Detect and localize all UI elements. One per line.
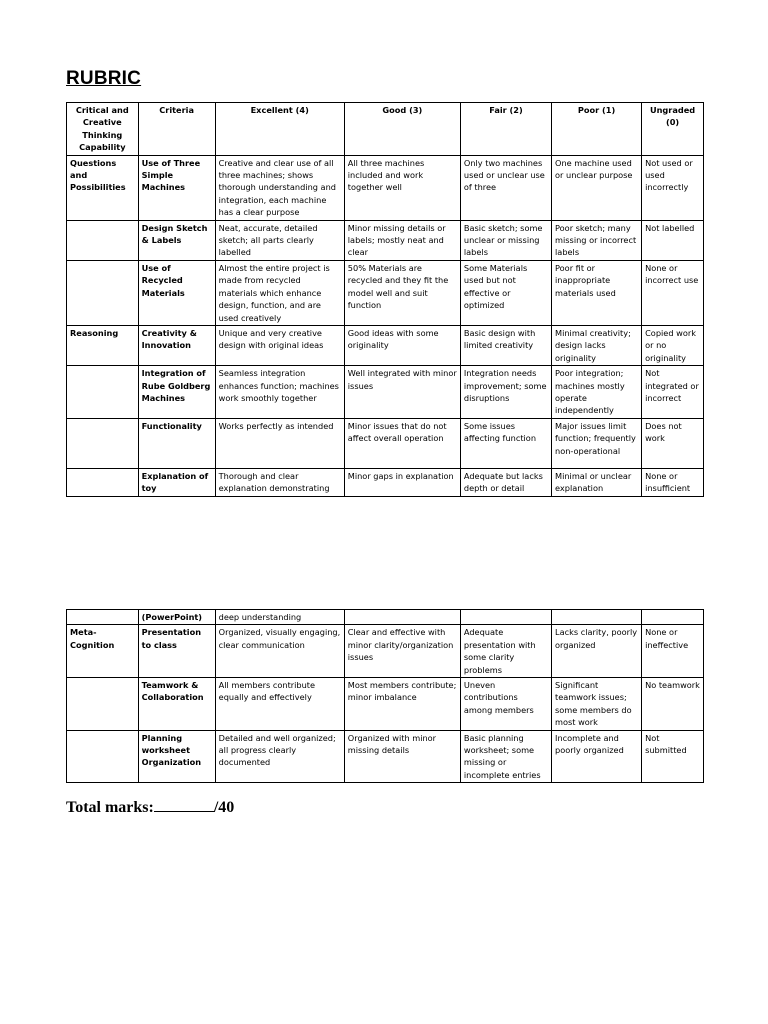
good-cell: Good ideas with some originality: [344, 325, 460, 365]
criteria-cell: Design Sketch & Labels: [138, 220, 215, 260]
total-marks: [66, 797, 234, 817]
table-header-row: [67, 103, 704, 156]
ungraded-cell: Not labelled: [642, 220, 704, 260]
category-cell: [67, 610, 139, 625]
table-row: [67, 625, 704, 678]
poor-cell: Poor fit or inappropriate materials used: [552, 260, 642, 325]
total-marks-label: Total marks:: [66, 799, 154, 816]
criteria-cell: Functionality: [138, 418, 215, 468]
good-cell: Clear and effective with minor clarity/organization issues: [344, 625, 460, 678]
rubric-table: [66, 102, 704, 497]
poor-cell: One machine used or unclear purpose: [552, 155, 642, 220]
fair-cell: Basic design with limited creativity: [460, 325, 551, 365]
poor-cell: Poor sketch; many missing or incorrect labels: [552, 220, 642, 260]
table-row: [67, 468, 704, 496]
poor-cell: Significant teamwork issues; some members do most work: [552, 678, 642, 731]
poor-cell: [552, 610, 642, 625]
header-ungraded: Ungraded (0): [642, 103, 704, 156]
excellent-cell: Works perfectly as intended: [215, 418, 344, 468]
table-row: [67, 325, 704, 365]
table-row: [67, 260, 704, 325]
fair-cell: Basic planning worksheet; some missing or incomplete entries: [460, 730, 551, 783]
table-row: [67, 155, 704, 220]
ungraded-cell: Not integrated or incorrect: [642, 366, 704, 419]
category-cell: [67, 366, 139, 419]
ungraded-cell: None or incorrect use: [642, 260, 704, 325]
fair-cell: Some issues affecting function: [460, 418, 551, 468]
good-cell: Most members contribute; minor imbalance: [344, 678, 460, 731]
ungraded-cell: Not submitted: [642, 730, 704, 783]
ungraded-cell: None or insufficient: [642, 468, 704, 496]
criteria-cell: Use of Three Simple Machines: [138, 155, 215, 220]
excellent-cell: Creative and clear use of all three machines; shows thorough understanding and integration, each machine has a clear purpose: [215, 155, 344, 220]
fair-cell: Some Materials used but not effective or optimized: [460, 260, 551, 325]
ungraded-cell: Copied work or no originality: [642, 325, 704, 365]
ungraded-cell: [642, 610, 704, 625]
table-row: [67, 678, 704, 731]
fair-cell: Integration needs improvement; some disruptions: [460, 366, 551, 419]
category-cell: [67, 678, 139, 731]
fair-cell: Uneven contributions among members: [460, 678, 551, 731]
poor-cell: Lacks clarity, poorly organized: [552, 625, 642, 678]
excellent-cell: Neat, accurate, detailed sketch; all parts clearly labelled: [215, 220, 344, 260]
total-marks-blank: [154, 797, 214, 812]
excellent-cell: Almost the entire project is made from recycled materials which enhance design, function, and are used creatively: [215, 260, 344, 325]
criteria-cell: Integration of Rube Goldberg Machines: [138, 366, 215, 419]
header-fair: Fair (2): [460, 103, 551, 156]
ungraded-cell: Does not work: [642, 418, 704, 468]
good-cell: Minor gaps in explanation: [344, 468, 460, 496]
category-cell: [67, 418, 139, 468]
table-row: [67, 366, 704, 419]
table-row: [67, 220, 704, 260]
header-poor: Poor (1): [552, 103, 642, 156]
poor-cell: Minimal or unclear explanation: [552, 468, 642, 496]
header-excellent: Excellent (4): [215, 103, 344, 156]
excellent-cell: Organized, visually engaging, clear communication: [215, 625, 344, 678]
excellent-cell: Detailed and well organized; all progress clearly documented: [215, 730, 344, 783]
criteria-cell: Use of Recycled Materials: [138, 260, 215, 325]
table-row: [67, 418, 704, 468]
poor-cell: Major issues limit function; frequently non-operational: [552, 418, 642, 468]
excellent-cell: Thorough and clear explanation demonstrating: [215, 468, 344, 496]
fair-cell: Only two machines used or unclear use of three: [460, 155, 551, 220]
header-capability: Critical and Creative Thinking Capability: [67, 103, 139, 156]
good-cell: Minor issues that do not affect overall operation: [344, 418, 460, 468]
category-cell: Questions and Possibilities: [67, 155, 139, 220]
total-marks-suffix: /40: [213, 799, 235, 816]
ungraded-cell: No teamwork: [642, 678, 704, 731]
fair-cell: Basic sketch; some unclear or missing labels: [460, 220, 551, 260]
good-cell: [344, 610, 460, 625]
category-cell: [67, 260, 139, 325]
criteria-cell: Explanation of toy: [138, 468, 215, 496]
good-cell: Minor missing details or labels; mostly neat and clear: [344, 220, 460, 260]
fair-cell: [460, 610, 551, 625]
fair-cell: Adequate but lacks depth or detail: [460, 468, 551, 496]
good-cell: All three machines included and work together well: [344, 155, 460, 220]
good-cell: Organized with minor missing details: [344, 730, 460, 783]
page-title: RUBRIC: [66, 68, 142, 89]
category-cell: Reasoning: [67, 325, 139, 365]
criteria-cell: (PowerPoint): [138, 610, 215, 625]
category-cell: [67, 730, 139, 783]
header-criteria: Criteria: [138, 103, 215, 156]
category-cell: [67, 468, 139, 496]
category-cell: [67, 220, 139, 260]
good-cell: 50% Materials are recycled and they fit the model well and suit function: [344, 260, 460, 325]
excellent-cell: deep understanding: [215, 610, 344, 625]
excellent-cell: All members contribute equally and effectively: [215, 678, 344, 731]
ungraded-cell: None or ineffective: [642, 625, 704, 678]
good-cell: Well integrated with minor issues: [344, 366, 460, 419]
fair-cell: Adequate presentation with some clarity problems: [460, 625, 551, 678]
criteria-cell: Teamwork & Collaboration: [138, 678, 215, 731]
excellent-cell: Seamless integration enhances function; machines work smoothly together: [215, 366, 344, 419]
table-row: [67, 730, 704, 783]
rubric-table-continued: [66, 609, 704, 783]
poor-cell: Minimal creativity; design lacks originality: [552, 325, 642, 365]
header-good: Good (3): [344, 103, 460, 156]
excellent-cell: Unique and very creative design with original ideas: [215, 325, 344, 365]
criteria-cell: Creativity & Innovation: [138, 325, 215, 365]
criteria-cell: Planning worksheet Organization: [138, 730, 215, 783]
criteria-cell: Presentation to class: [138, 625, 215, 678]
poor-cell: Poor integration; machines mostly operate independently: [552, 366, 642, 419]
ungraded-cell: Not used or used incorrectly: [642, 155, 704, 220]
poor-cell: Incomplete and poorly organized: [552, 730, 642, 783]
table-row: [67, 610, 704, 625]
category-cell: Meta-Cognition: [67, 625, 139, 678]
